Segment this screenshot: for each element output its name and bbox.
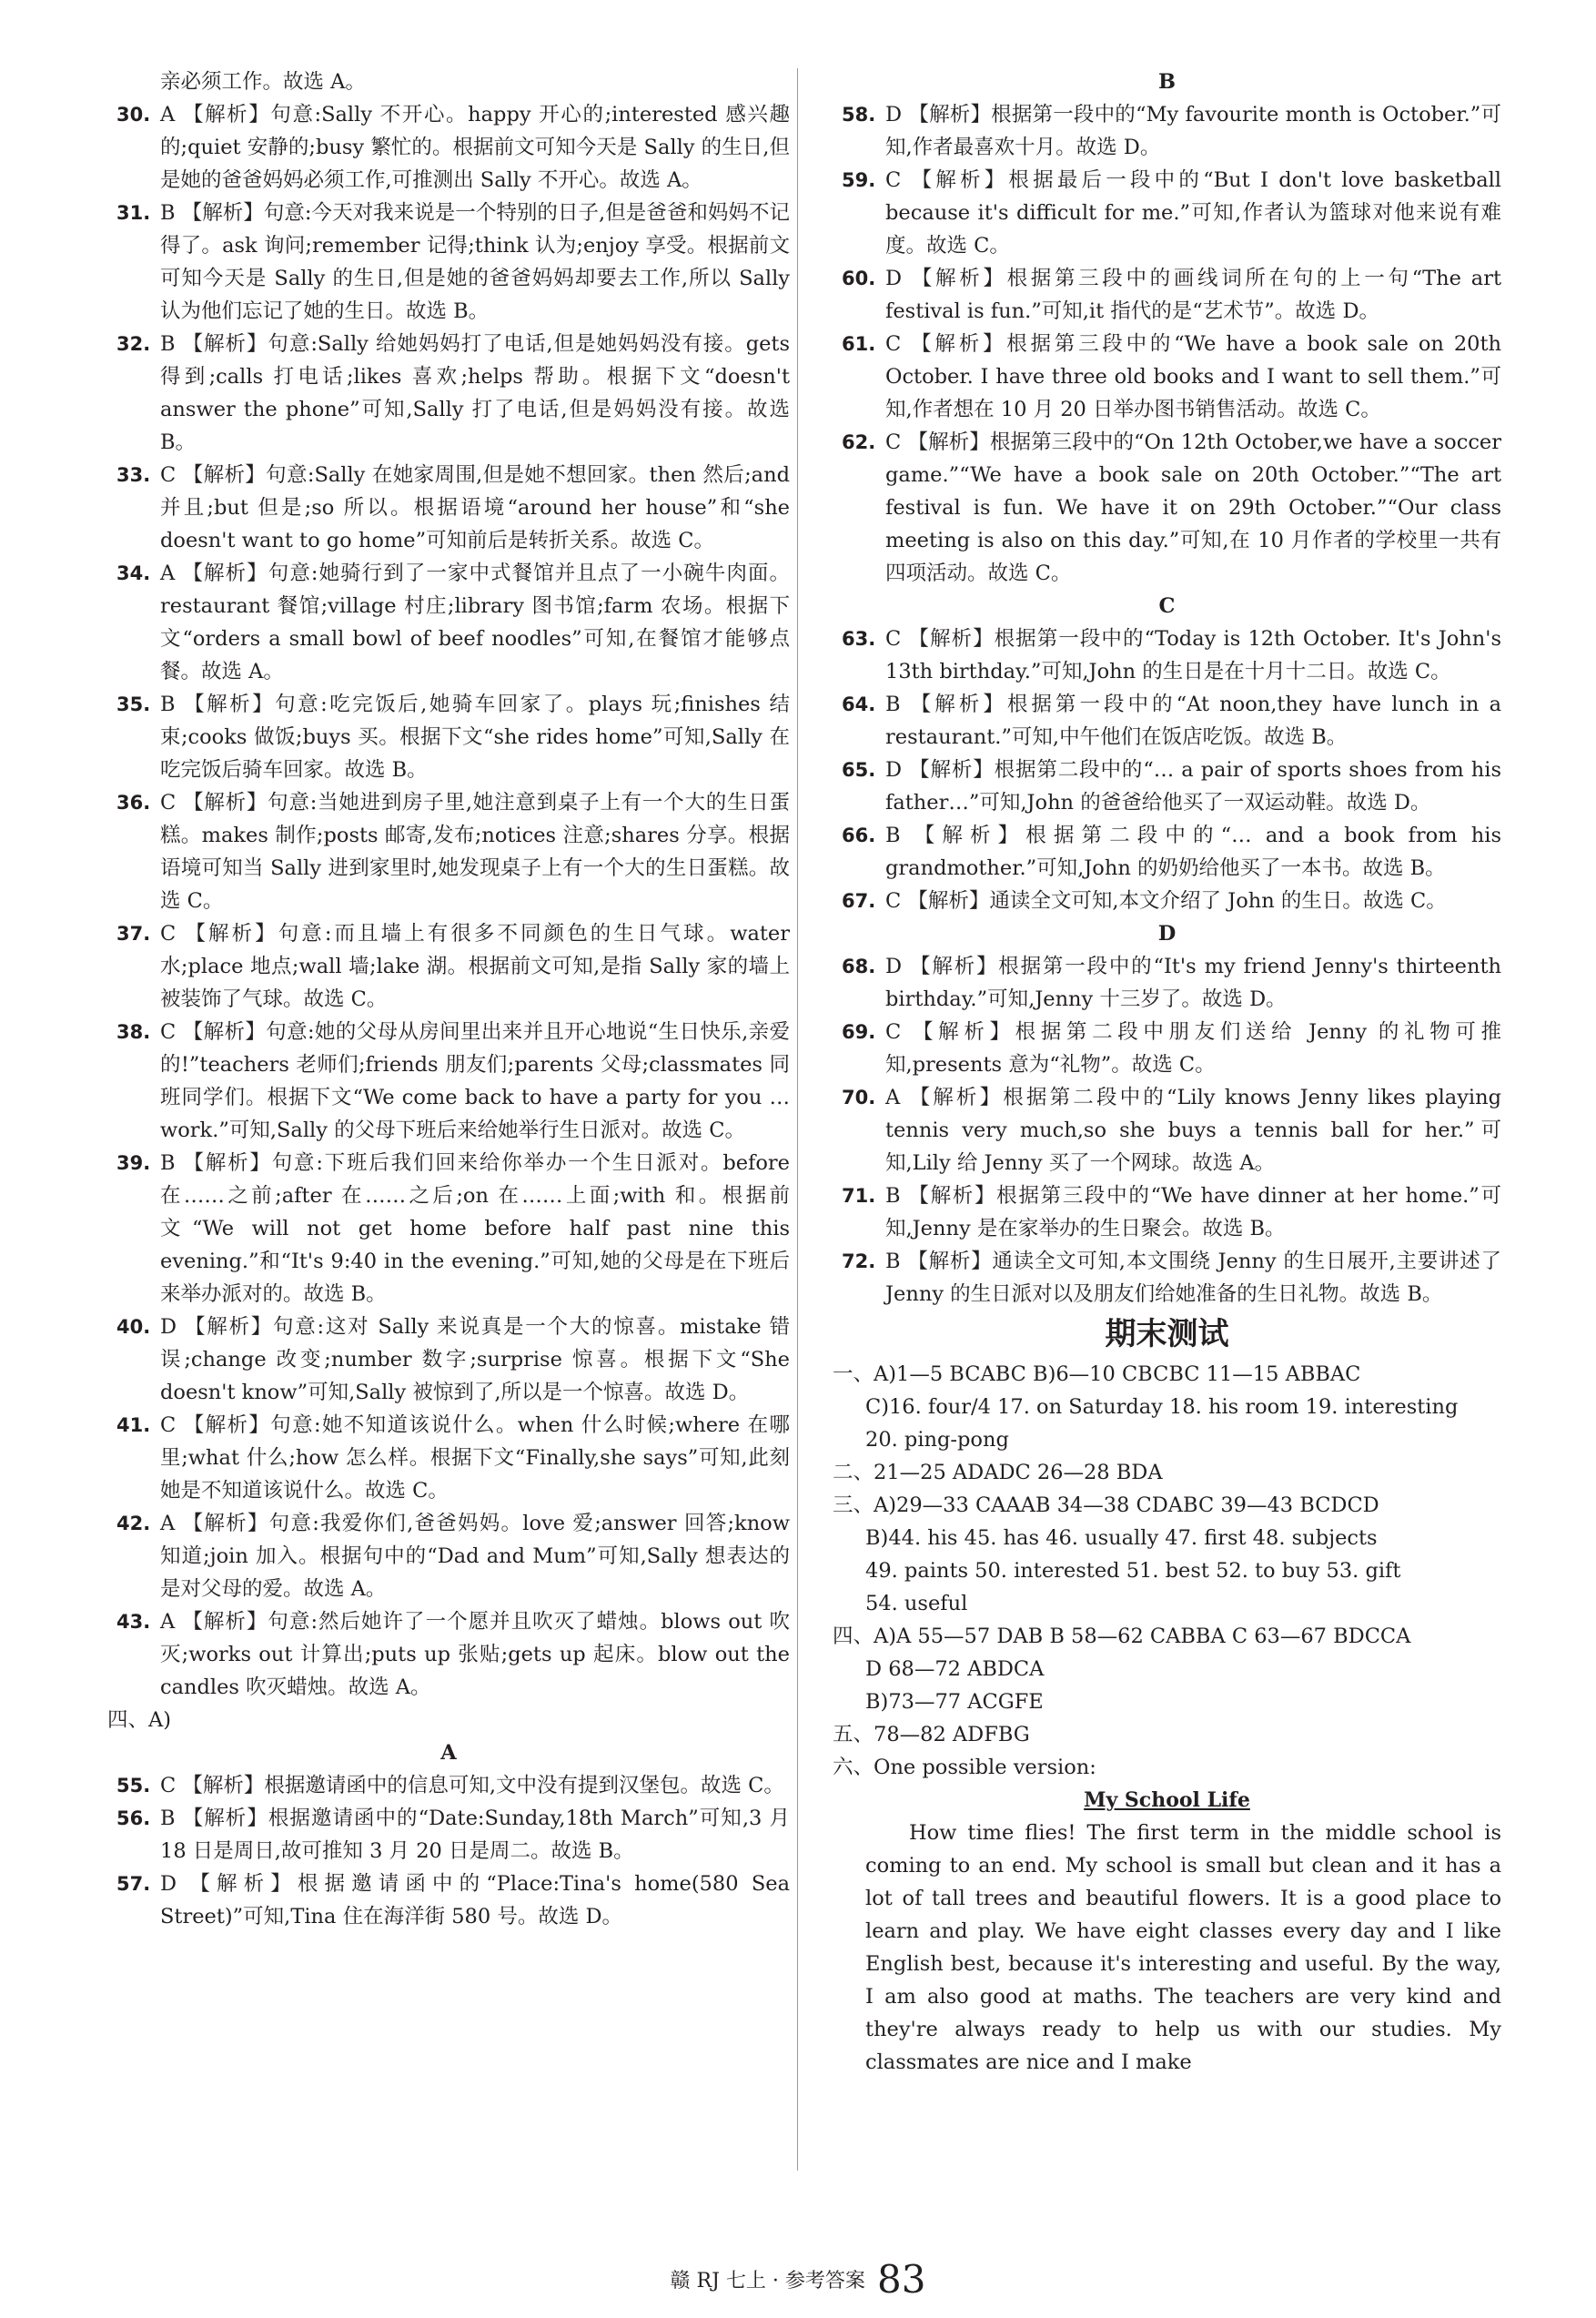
item-text: C 【解析】根据邀请函中的信息可知,文中没有提到汉堡包。故选 C。 <box>160 1774 784 1797</box>
answer-item <box>107 1769 790 1802</box>
item-text: A 【解析】句意:Sally 不开心。happy 开心的;interested 感兴趣的;quiet 安静的;busy 繁忙的。根据前文可知今天是 Sally 的生日,但是她的爸爸妈妈必须工作,可推测出 Sally 不开心。故选 A。 <box>160 103 790 192</box>
item-text: C 【解析】根据第三段中的“On 12th October,we have a soccer game.”“We have a book sale on 20th October.”“The art festival is fun. We have it on 29th October.”“Our class meeting is also on this day.”可知,在 10 月作者的学校里一共有四项活动。故选 C。 <box>885 430 1501 585</box>
answer-item <box>833 1081 1501 1179</box>
item-text: D 【解析】根据第二段中的“… a pair of sports shoes from his father…”可知,John 的爸爸给他买了一双运动鞋。故选 D。 <box>885 758 1501 815</box>
passage-heading: A <box>440 1741 457 1765</box>
item-number: 71. <box>842 1185 876 1207</box>
answer-item <box>107 917 790 1016</box>
answer-item <box>107 1507 790 1605</box>
answer-item <box>833 885 1501 917</box>
item-text: C 【解析】根据最后一段中的“But I don't love basketball because it's difficult for me.”可知,作者认为篮球对他来说有难度。故选 C。 <box>885 168 1501 258</box>
answer-item <box>107 328 790 459</box>
answer-key-line: 四、A)A 55—57 DAB B 58—62 CABBA C 63—67 BDCCA <box>833 1625 1411 1648</box>
answer-item <box>833 819 1501 885</box>
item-number: 55. <box>116 1775 151 1797</box>
answer-key-line: B)73—77 ACGFE <box>865 1690 1044 1714</box>
section-label: 四、A) <box>107 1708 172 1732</box>
item-number: 56. <box>116 1807 151 1829</box>
left-column <box>107 66 790 1933</box>
item-text: D 【解析】根据第一段中的“My favourite month is October.”可知,作者最喜欢十月。故选 D。 <box>885 103 1501 159</box>
answer-item <box>107 459 790 557</box>
item-text: A 【解析】句意:我爱你们,爸爸妈妈。love 爱;answer 回答;know 知道;join 加入。根据句中的“Dad and Mum”可知,Sally 想表达的是对父母的爱。故选 A。 <box>160 1512 790 1601</box>
item-text: B 【解析】根据邀请函中的“Date:Sunday,18th March”可知,3 月 18 日是周日,故可推知 3 月 20 日是周二。故选 B。 <box>160 1807 790 1863</box>
item-number: 58. <box>842 104 876 126</box>
passage-heading: C <box>1158 594 1176 618</box>
item-text: B 【解析】句意:吃完饭后,她骑车回家了。plays 玩;finishes 结束;cooks 做饭;buys 买。根据下文“she rides home”可知,Sally 在吃完饭后骑车回家。故选 B。 <box>160 693 790 782</box>
answer-item <box>833 623 1501 688</box>
item-number: 57. <box>116 1873 151 1895</box>
item-text: C 【解析】句意:当她进到房子里,她注意到桌子上有一个大的生日蛋糕。makes 制作;posts 邮寄,发布;notices 注意;shares 分享。根据语境可知当 Sally 进到家里时,她发现桌子上有一个大的生日蛋糕。故选 C。 <box>160 791 790 913</box>
answer-item <box>107 786 790 917</box>
answer-item <box>107 557 790 688</box>
answer-item <box>107 1605 790 1704</box>
item-number: 60. <box>842 268 876 289</box>
essay-text: How time flies! The first term in the middle school is coming to an end. My school is small but clean and it has a lot of tall trees and beautiful flowers. It is a good place to learn and play. We have eight classes every day and I like English best, because it's interesting and useful. By the way, I am also good at maths. The teachers are very kind and they're always ready to help us with our studies. My classmates are nice and I make <box>865 1821 1501 2074</box>
item-number: 42. <box>116 1513 151 1534</box>
item-number: 66. <box>842 825 876 846</box>
answer-key-line: 一、A)1—5 BCABC B)6—10 CBCBC 11—15 ABBAC <box>833 1362 1361 1386</box>
answer-item <box>833 98 1501 164</box>
answer-key-line: 二、21—25 ADADC 26—28 BDA <box>833 1461 1163 1484</box>
item-number: 30. <box>116 104 151 126</box>
answer-key-line: 20. ping-pong <box>865 1428 1009 1452</box>
item-text: B 【解析】根据第一段中的“At noon,they have lunch in a restaurant.”可知,中午他们在饭店吃饭。故选 B。 <box>885 693 1501 749</box>
answer-item <box>833 1179 1501 1245</box>
item-text: C 【解析】根据第三段中的“We have a book sale on 20th October. I have three old books and I want to sell them.”可知,作者想在 10 月 20 日举办图书销售活动。故选 C。 <box>885 332 1501 421</box>
item-text: B 【解析】句意:下班后我们回来给你举办一个生日派对。before 在……之前;after 在……之后;on 在……上面;with 和。根据前文“We will not get home before half past nine this evening.”和“It's 9:40 in the evening.”可知,她的父母是在下班后来举办派对的。故选 B。 <box>160 1151 790 1306</box>
item-text: C 【解析】句意:她不知道该说什么。when 什么时候;where 在哪里;what 什么;how 怎么样。根据下文“Finally,she says”可知,此刻她是不知道该说什么。故选 C。 <box>160 1413 790 1503</box>
answer-key-line: 54. useful <box>865 1592 968 1615</box>
final-test-title: 期末测试 <box>1105 1316 1229 1352</box>
answer-item <box>833 688 1501 754</box>
answer-key-line: 五、78—82 ADFBG <box>833 1723 1030 1746</box>
page-number: 83 <box>877 2257 926 2302</box>
answer-item <box>833 1016 1501 1081</box>
page-footer <box>0 2257 1596 2302</box>
answer-key-line: 三、A)29—33 CAAAB 34—38 CDABC 39—43 BCDCD <box>833 1493 1379 1517</box>
answer-item <box>833 950 1501 1016</box>
item-text: A 【解析】句意:然后她许了一个愿并且吹灭了蜡烛。blows out 吹灭;works out 计算出;puts up 张贴;gets up 起床。blow out the candles 吹灭蜡烛。故选 A。 <box>160 1610 790 1699</box>
item-text: D 【解析】根据第一段中的“It's my friend Jenny's thirteenth birthday.”可知,Jenny 十三岁了。故选 D。 <box>885 955 1501 1011</box>
item-number: 32. <box>116 333 151 355</box>
item-text: D 【解析】根据第三段中的画线词所在句的上一句“The art festival is fun.”可知,it 指代的是“艺术节”。故选 D。 <box>885 267 1501 323</box>
item-text: D 【解析】根据邀请函中的“Place:Tina's home(580 Sea Street)”可知,Tina 住在海洋街 580 号。故选 D。 <box>160 1872 790 1928</box>
item-text: C 【解析】句意:而且墙上有很多不同颜色的生日气球。water 水;place 地点;wall 墙;lake 湖。根据前文可知,是指 Sally 家的墙上被装饰了气球。故选 C。 <box>160 922 790 1011</box>
answer-item <box>833 262 1501 328</box>
continued-text: 亲必须工作。故选 A。 <box>160 70 366 94</box>
item-number: 70. <box>842 1087 876 1108</box>
item-text: B 【解析】通读全文可知,本文围绕 Jenny 的生日展开,主要讲述了 Jenny 的生日派对以及朋友们给她准备的生日礼物。故选 B。 <box>885 1250 1501 1306</box>
item-text: A 【解析】句意:她骑行到了一家中式餐馆并且点了一小碗牛肉面。restaurant 餐馆;village 村庄;library 图书馆;farm 农场。根据下文“orders a small bowl of beef noodles”可知,在餐馆才能够点餐。故选 A。 <box>160 562 790 683</box>
answer-item <box>833 164 1501 262</box>
answer-item <box>107 1802 790 1868</box>
answer-key-line: C)16. four/4 17. on Saturday 18. his room 19. interesting <box>865 1395 1459 1419</box>
column-divider <box>797 68 798 2171</box>
item-number: 43. <box>116 1611 151 1633</box>
answer-item <box>107 98 790 197</box>
item-number: 41. <box>116 1414 151 1436</box>
answer-item <box>833 1245 1501 1311</box>
item-text: B 【解析】句意:今天对我来说是一个特别的日子,但是爸爸和妈妈不记得了。ask 询问;remember 记得;think 认为;enjoy 享受。根据前文可知今天是 Sally 的生日,但是她的爸爸妈妈却要去工作,所以 Sally 认为他们忘记了她的生日。故选 B。 <box>160 201 790 323</box>
answer-item <box>833 328 1501 426</box>
item-text: B 【解析】根据第二段中的“… and a book from his grandmother.”可知,John 的奶奶给他买了一本书。故选 B。 <box>885 824 1501 880</box>
item-number: 37. <box>116 923 151 945</box>
item-text: C 【解析】句意:Sally 在她家周围,但是她不想回家。then 然后;and 并且;but 但是;so 所以。根据语境“around her house”和“she doesn't want to go home”可知前后是转折关系。故选 C。 <box>160 463 790 552</box>
answer-item <box>107 1147 790 1311</box>
item-number: 38. <box>116 1021 151 1043</box>
answer-item <box>107 1868 790 1933</box>
item-text: C 【解析】根据第一段中的“Today is 12th October. It's John's 13th birthday.”可知,John 的生日是在十月十二日。故选 C。 <box>885 627 1501 683</box>
answer-item <box>833 426 1501 590</box>
item-number: 68. <box>842 956 876 977</box>
answer-key <box>833 1358 1501 1784</box>
item-number: 33. <box>116 464 151 486</box>
essay-title: My School Life <box>1084 1788 1250 1812</box>
item-text: C 【解析】句意:她的父母从房间里出来并且开心地说“生日快乐,亲爱的!”teachers 老师们;friends 朋友们;parents 父母;classmates 同班同学们。根据下文“We come back to have a party for you … work.”可知,Sally 的父母下班后来给她举行生日派对。故选 C。 <box>160 1020 790 1142</box>
answer-key-line: D 68—72 ABDCA <box>865 1657 1045 1681</box>
item-number: 69. <box>842 1021 876 1043</box>
item-text: A 【解析】根据第二段中的“Lily knows Jenny likes playing tennis very much,so she buys a tennis ball for her.”可知,Lily 给 Jenny 买了一个网球。故选 A。 <box>885 1086 1501 1175</box>
answer-item <box>107 197 790 328</box>
item-number: 34. <box>116 562 151 584</box>
item-text: B 【解析】句意:Sally 给她妈妈打了电话,但是她妈妈没有接。gets 得到;calls 打电话;likes 喜欢;helps 帮助。根据下文“doesn't answer the phone”可知,Sally 打了电话,但是妈妈没有接。故选 B。 <box>160 332 790 454</box>
item-number: 40. <box>116 1316 151 1338</box>
right-answers <box>833 66 1501 1311</box>
item-text: B 【解析】根据第三段中的“We have dinner at her home.”可知,Jenny 是在家举办的生日聚会。故选 B。 <box>885 1184 1501 1240</box>
answer-key-line: 49. paints 50. interested 51. best 52. to buy 53. gift <box>865 1559 1401 1583</box>
item-text: C 【解析】根据第二段中朋友们送给 Jenny 的礼物可推知,presents 意为“礼物”。故选 C。 <box>885 1020 1501 1077</box>
item-number: 64. <box>842 693 876 715</box>
answer-item <box>107 1311 790 1409</box>
answer-key-line: 六、One possible version: <box>833 1756 1096 1779</box>
answer-key-line: B)44. his 45. has 46. usually 47. first 48. subjects <box>865 1526 1378 1550</box>
item-number: 59. <box>842 169 876 191</box>
answer-item <box>107 1016 790 1147</box>
item-number: 63. <box>842 628 876 650</box>
item-number: 39. <box>116 1152 151 1174</box>
item-text: D 【解析】句意:这对 Sally 来说真是一个大的惊喜。mistake 错误;change 改变;number 数字;surprise 惊喜。根据下文“She doesn't know”可知,Sally 被惊到了,所以是一个惊喜。故选 D。 <box>160 1315 790 1404</box>
item-number: 62. <box>842 431 876 453</box>
answer-item <box>833 754 1501 819</box>
item-number: 61. <box>842 333 876 355</box>
item-number: 72. <box>842 1250 876 1272</box>
passage-heading: B <box>1157 70 1177 94</box>
item-text: C 【解析】通读全文可知,本文介绍了 John 的生日。故选 C。 <box>885 889 1447 913</box>
passage-heading: D <box>1157 922 1177 946</box>
right-column <box>833 66 1501 2079</box>
item-number: 65. <box>842 759 876 781</box>
item-number: 67. <box>842 890 876 912</box>
item-number: 35. <box>116 693 151 715</box>
item-number: 31. <box>116 202 151 224</box>
answer-item <box>107 688 790 786</box>
answer-item <box>107 1409 790 1507</box>
item-number: 36. <box>116 792 151 814</box>
footer-label: 赣 RJ 七上 · 参考答案 <box>670 2270 865 2293</box>
